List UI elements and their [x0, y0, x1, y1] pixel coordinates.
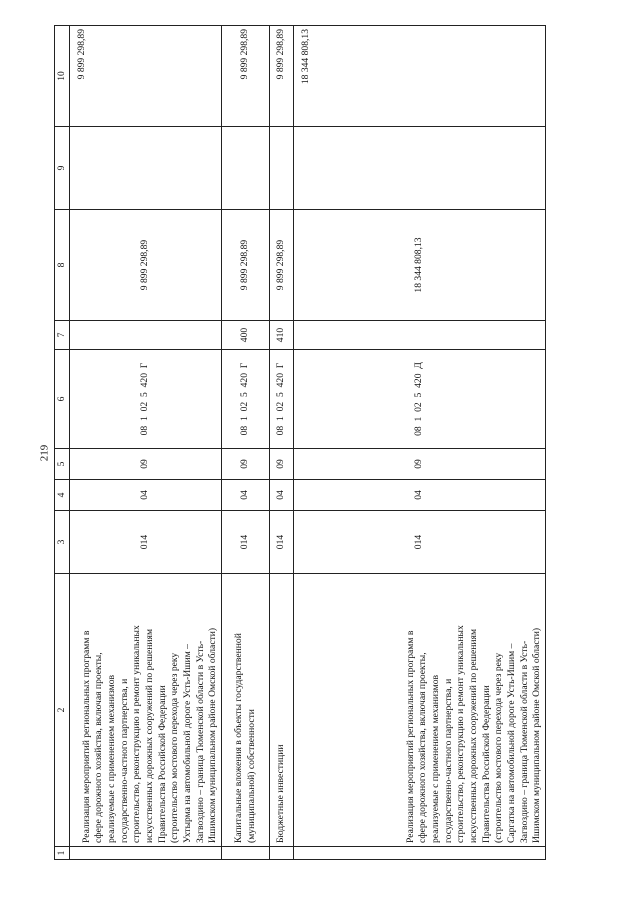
cell-description: Реализация мероприятий региональных программ в сфере дорожного хозяйства, включая проекты, реализуемые с применением механизмов государственно-частного партнерства, и строительство, реконструкцию и ремонт уникальных искусственных дорожных сооружений по решениям Правительства Российской Федерации (строительство мостового перехода через реку Ухтырма на автомобильной дороге Усть-Ишим – Загвоздино – граница Тюменской области в Усть- Ишимском муниципальном районе Омской области) — [70, 574, 222, 847]
cell-col-3: 014 — [270, 511, 294, 574]
cell-description: Реализация мероприятий региональных программ в сфере дорожного хозяйства, включая проекты, реализуемые с применением механизмов государственно-частного партнерства, и строительство, реконструкцию и ремонт уникальных искусственных дорожных сооружений по решениям Правительства Российской Федерации (строительство мостового перехода через реку Саргатка на автомобильной дороге Усть-Ишим – Загвоздино – граница Тюменской области в Усть- Ишимском муниципальном районе Омской области) — [294, 574, 546, 847]
cell-col-9 — [70, 127, 222, 210]
cell-col-4: 04 — [270, 480, 294, 511]
cell-col-6: 08 1 02 5 420 Г — [70, 350, 222, 449]
cell-col-10: 9 899 298,89 — [270, 26, 294, 127]
header-col-7: 7 — [55, 321, 70, 350]
cell-col-8: 9 899 298,89 — [270, 210, 294, 321]
cell-col-9 — [294, 127, 546, 210]
cell-col-10: 9 899 298,89 — [70, 26, 222, 127]
header-col-10: 10 — [55, 26, 70, 127]
cell-col-1 — [270, 847, 294, 860]
cell-col-8: 18 344 808,13 — [294, 210, 546, 321]
cell-col-10: 9 899 298,89 — [222, 26, 270, 127]
cell-col-9 — [222, 127, 270, 210]
cell-col-8: 9 899 298,89 — [222, 210, 270, 321]
header-col-4: 4 — [55, 480, 70, 511]
page-number: 219 — [38, 444, 51, 462]
cell-col-3: 014 — [222, 511, 270, 574]
cell-description: Бюджетные инвестиции — [270, 574, 294, 847]
table-row — [270, 26, 294, 860]
cell-col-7: 410 — [270, 321, 294, 350]
cell-col-3: 014 — [294, 511, 546, 574]
cell-col-6: 08 1 02 5 420 Г — [222, 350, 270, 449]
table-row — [294, 26, 546, 860]
header-col-6: 6 — [55, 350, 70, 449]
header-row — [55, 26, 70, 860]
table-row — [222, 26, 270, 860]
budget-table — [54, 25, 546, 860]
cell-col-1 — [222, 847, 270, 860]
cell-col-9 — [270, 127, 294, 210]
cell-col-5: 09 — [270, 449, 294, 480]
cell-col-1 — [70, 847, 222, 860]
header-col-2: 2 — [55, 574, 70, 847]
cell-col-10: 18 344 808,13 — [294, 26, 546, 127]
cell-col-1 — [294, 847, 546, 860]
header-col-8: 8 — [55, 210, 70, 321]
cell-col-4: 04 — [70, 480, 222, 511]
cell-col-8: 9 899 298,89 — [70, 210, 222, 321]
cell-col-5: 09 — [222, 449, 270, 480]
header-col-1: 1 — [55, 847, 70, 860]
cell-col-5: 09 — [294, 449, 546, 480]
cell-col-4: 04 — [222, 480, 270, 511]
cell-col-5: 09 — [70, 449, 222, 480]
header-col-9: 9 — [55, 127, 70, 210]
cell-col-4: 04 — [294, 480, 546, 511]
table-row — [70, 26, 222, 860]
cell-col-6: 08 1 02 5 420 Г — [270, 350, 294, 449]
cell-col-7 — [70, 321, 222, 350]
cell-col-7: 400 — [222, 321, 270, 350]
cell-col-6: 08 1 02 5 420 Д — [294, 350, 546, 449]
header-col-5: 5 — [55, 449, 70, 480]
cell-col-7 — [294, 321, 546, 350]
header-col-3: 3 — [55, 511, 70, 574]
cell-col-3: 014 — [70, 511, 222, 574]
cell-description: Капитальные вложения в объекты государственной (муниципальной) собственности — [222, 574, 270, 847]
rotated-table-container — [54, 29, 546, 860]
